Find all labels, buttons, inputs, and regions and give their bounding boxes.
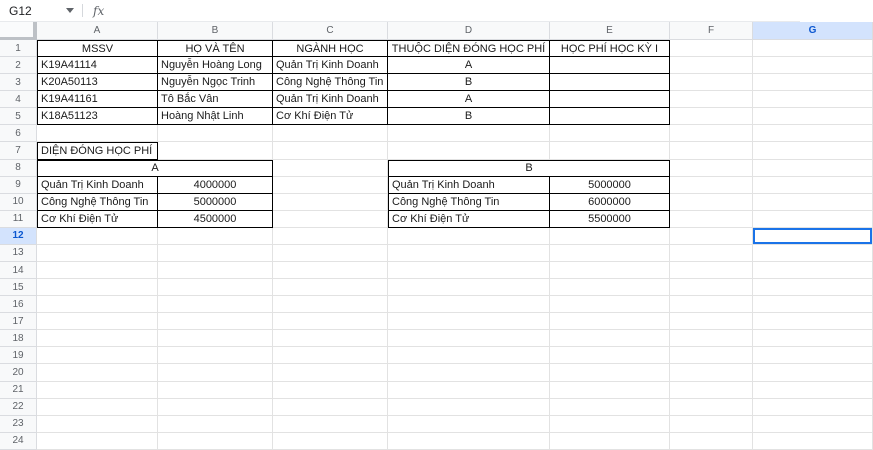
- cell-F21[interactable]: [670, 382, 753, 399]
- cell-B9[interactable]: 4000000: [158, 177, 273, 194]
- row-header-18[interactable]: 18: [0, 330, 37, 347]
- cell-B19[interactable]: [158, 347, 273, 364]
- cell-F17[interactable]: [670, 313, 753, 330]
- cell-E14[interactable]: [550, 262, 670, 279]
- chevron-down-icon[interactable]: [66, 8, 74, 13]
- row-header-5[interactable]: 5: [0, 108, 37, 125]
- cell-C15[interactable]: [273, 279, 388, 296]
- cell-G17[interactable]: [753, 313, 873, 330]
- cell-B16[interactable]: [158, 296, 273, 313]
- cell-C23[interactable]: [273, 416, 388, 433]
- cell-A17[interactable]: [37, 313, 158, 330]
- cell-C24[interactable]: [273, 433, 388, 450]
- row-header-10[interactable]: 10: [0, 194, 37, 211]
- cell-E20[interactable]: [550, 364, 670, 381]
- cell-C22[interactable]: [273, 399, 388, 416]
- cell-B7[interactable]: [158, 142, 273, 159]
- cell-A6[interactable]: [37, 125, 158, 142]
- cell-C13[interactable]: [273, 245, 388, 262]
- cell-G23[interactable]: [753, 416, 873, 433]
- cell-F12[interactable]: [670, 228, 753, 245]
- cell-B4[interactable]: Tô Bắc Vân: [158, 91, 273, 108]
- cell-C8[interactable]: [273, 160, 388, 177]
- formula-bar-input[interactable]: [112, 0, 800, 21]
- row-header-15[interactable]: 15: [0, 279, 37, 296]
- cell-D5[interactable]: B: [388, 108, 550, 125]
- cell-A22[interactable]: [37, 399, 158, 416]
- cell-F8[interactable]: [670, 160, 753, 177]
- row-header-8[interactable]: 8: [0, 160, 37, 177]
- cell-G12[interactable]: [753, 228, 873, 245]
- cell-D19[interactable]: [388, 347, 550, 364]
- cell-G24[interactable]: [753, 433, 873, 450]
- cell-C3[interactable]: Công Nghệ Thông Tin: [273, 74, 388, 91]
- cell-G7[interactable]: [753, 142, 873, 159]
- cell-A8[interactable]: A: [37, 160, 273, 177]
- cell-D17[interactable]: [388, 313, 550, 330]
- cell-B23[interactable]: [158, 416, 273, 433]
- cell-E16[interactable]: [550, 296, 670, 313]
- cell-G19[interactable]: [753, 347, 873, 364]
- cell-D9[interactable]: Quản Trị Kinh Doanh: [388, 177, 550, 194]
- cell-G2[interactable]: [753, 57, 873, 74]
- cell-D4[interactable]: A: [388, 91, 550, 108]
- cell-E22[interactable]: [550, 399, 670, 416]
- cell-E12[interactable]: [550, 228, 670, 245]
- cell-C14[interactable]: [273, 262, 388, 279]
- cell-D20[interactable]: [388, 364, 550, 381]
- row-header-2[interactable]: 2: [0, 57, 37, 74]
- cell-E13[interactable]: [550, 245, 670, 262]
- cell-B18[interactable]: [158, 330, 273, 347]
- cell-E19[interactable]: [550, 347, 670, 364]
- cell-G1[interactable]: [753, 40, 873, 57]
- cell-D13[interactable]: [388, 245, 550, 262]
- cell-F24[interactable]: [670, 433, 753, 450]
- cell-C2[interactable]: Quản Trị Kinh Doanh: [273, 57, 388, 74]
- cell-F20[interactable]: [670, 364, 753, 381]
- column-header-B[interactable]: B: [158, 22, 273, 40]
- cell-F15[interactable]: [670, 279, 753, 296]
- cell-E3[interactable]: [550, 74, 670, 91]
- row-header-13[interactable]: 13: [0, 245, 37, 262]
- cell-G10[interactable]: [753, 194, 873, 211]
- cell-B11[interactable]: 4500000: [158, 211, 273, 228]
- cell-G3[interactable]: [753, 74, 873, 91]
- cell-A1[interactable]: MSSV: [37, 40, 158, 57]
- select-all-corner[interactable]: [0, 22, 37, 40]
- cell-G18[interactable]: [753, 330, 873, 347]
- cell-E10[interactable]: 6000000: [550, 194, 670, 211]
- cell-A19[interactable]: [37, 347, 158, 364]
- cell-A16[interactable]: [37, 296, 158, 313]
- row-header-12[interactable]: 12: [0, 228, 37, 245]
- cell-E1[interactable]: HỌC PHÍ HỌC KỲ I: [550, 40, 670, 57]
- cell-F3[interactable]: [670, 74, 753, 91]
- cell-F16[interactable]: [670, 296, 753, 313]
- cell-D16[interactable]: [388, 296, 550, 313]
- cell-B20[interactable]: [158, 364, 273, 381]
- row-header-24[interactable]: 24: [0, 433, 37, 450]
- row-header-1[interactable]: 1: [0, 40, 37, 57]
- cell-A18[interactable]: [37, 330, 158, 347]
- name-box-value: G12: [9, 3, 32, 18]
- cell-C1[interactable]: NGÀNH HỌC: [273, 40, 388, 57]
- column-header-F[interactable]: F: [670, 22, 753, 40]
- cell-D2[interactable]: A: [388, 57, 550, 74]
- cell-F13[interactable]: [670, 245, 753, 262]
- name-box[interactable]: [0, 0, 82, 21]
- row-header-7[interactable]: 7: [0, 142, 37, 159]
- cell-A11[interactable]: Cơ Khí Điện Tử: [37, 211, 158, 228]
- cell-D22[interactable]: [388, 399, 550, 416]
- cell-G8[interactable]: [753, 160, 873, 177]
- cell-D18[interactable]: [388, 330, 550, 347]
- cell-E4[interactable]: [550, 91, 670, 108]
- cell-E11[interactable]: 5500000: [550, 211, 670, 228]
- cell-F6[interactable]: [670, 125, 753, 142]
- cell-G4[interactable]: [753, 91, 873, 108]
- row-header-21[interactable]: 21: [0, 382, 37, 399]
- cell-G21[interactable]: [753, 382, 873, 399]
- cell-D10[interactable]: Công Nghệ Thông Tin: [388, 194, 550, 211]
- row-header-16[interactable]: 16: [0, 296, 37, 313]
- cell-B10[interactable]: 5000000: [158, 194, 273, 211]
- cell-E6[interactable]: [550, 125, 670, 142]
- cell-A14[interactable]: [37, 262, 158, 279]
- column-header-G[interactable]: G: [753, 22, 873, 40]
- cell-D6[interactable]: [388, 125, 550, 142]
- cell-A21[interactable]: [37, 382, 158, 399]
- cell-D14[interactable]: [388, 262, 550, 279]
- cell-A10[interactable]: Công Nghệ Thông Tin: [37, 194, 158, 211]
- cell-C17[interactable]: [273, 313, 388, 330]
- cell-B5[interactable]: Hoàng Nhật Linh: [158, 108, 273, 125]
- row-header-3[interactable]: 3: [0, 74, 37, 91]
- cell-D1[interactable]: THUỘC DIỆN ĐÓNG HỌC PHÍ: [388, 40, 550, 57]
- cell-A7[interactable]: DIỆN ĐÓNG HỌC PHÍ: [37, 142, 158, 159]
- cell-F11[interactable]: [670, 211, 753, 228]
- column-header-A[interactable]: A: [37, 22, 158, 40]
- cell-B15[interactable]: [158, 279, 273, 296]
- cell-F5[interactable]: [670, 108, 753, 125]
- cell-E24[interactable]: [550, 433, 670, 450]
- formula-toolbar: [0, 0, 800, 22]
- cell-B3[interactable]: Nguyễn Ngọc Trinh: [158, 74, 273, 91]
- cell-A4[interactable]: K19A41161: [37, 91, 158, 108]
- cell-E9[interactable]: 5000000: [550, 177, 670, 194]
- cell-C20[interactable]: [273, 364, 388, 381]
- row-header-17[interactable]: 17: [0, 313, 37, 330]
- cell-G9[interactable]: [753, 177, 873, 194]
- cell-C12[interactable]: [273, 228, 388, 245]
- cell-A3[interactable]: K20A50113: [37, 74, 158, 91]
- cell-B1[interactable]: HỌ VÀ TÊN: [158, 40, 273, 57]
- cell-B6[interactable]: [158, 125, 273, 142]
- cell-C5[interactable]: Cơ Khí Điện Tử: [273, 108, 388, 125]
- spreadsheet-grid: [0, 22, 873, 450]
- cell-A20[interactable]: [37, 364, 158, 381]
- cell-F22[interactable]: [670, 399, 753, 416]
- cell-C16[interactable]: [273, 296, 388, 313]
- row-header-14[interactable]: 14: [0, 262, 37, 279]
- cell-E17[interactable]: [550, 313, 670, 330]
- cell-E2[interactable]: [550, 57, 670, 74]
- row-header-11[interactable]: 11: [0, 211, 37, 228]
- cell-E23[interactable]: [550, 416, 670, 433]
- cell-B21[interactable]: [158, 382, 273, 399]
- cell-F19[interactable]: [670, 347, 753, 364]
- row-header-20[interactable]: 20: [0, 364, 37, 381]
- cell-G13[interactable]: [753, 245, 873, 262]
- cell-G11[interactable]: [753, 211, 873, 228]
- cell-B24[interactable]: [158, 433, 273, 450]
- column-header-E[interactable]: E: [550, 22, 670, 40]
- cell-F14[interactable]: [670, 262, 753, 279]
- cell-B17[interactable]: [158, 313, 273, 330]
- cell-B2[interactable]: Nguyễn Hoàng Long: [158, 57, 273, 74]
- row-header-6[interactable]: 6: [0, 125, 37, 142]
- cell-A12[interactable]: [37, 228, 158, 245]
- cell-A24[interactable]: [37, 433, 158, 450]
- cell-D8[interactable]: B: [388, 160, 670, 177]
- cell-A2[interactable]: K19A41114: [37, 57, 158, 74]
- cell-F23[interactable]: [670, 416, 753, 433]
- cell-B13[interactable]: [158, 245, 273, 262]
- cell-B14[interactable]: [158, 262, 273, 279]
- cell-E5[interactable]: [550, 108, 670, 125]
- cell-E15[interactable]: [550, 279, 670, 296]
- cell-F7[interactable]: [670, 142, 753, 159]
- cell-F1[interactable]: [670, 40, 753, 57]
- cell-C7[interactable]: [273, 142, 388, 159]
- cell-E7[interactable]: [550, 142, 670, 159]
- cell-D15[interactable]: [388, 279, 550, 296]
- cell-D11[interactable]: Cơ Khí Điện Tử: [388, 211, 550, 228]
- row-header-23[interactable]: 23: [0, 416, 37, 433]
- column-header-D[interactable]: D: [388, 22, 550, 40]
- cell-A9[interactable]: Quản Trị Kinh Doanh: [37, 177, 158, 194]
- cell-G15[interactable]: [753, 279, 873, 296]
- cell-C6[interactable]: [273, 125, 388, 142]
- cell-F10[interactable]: [670, 194, 753, 211]
- cell-F4[interactable]: [670, 91, 753, 108]
- cell-A15[interactable]: [37, 279, 158, 296]
- row-header-4[interactable]: 4: [0, 91, 37, 108]
- cell-B12[interactable]: [158, 228, 273, 245]
- cell-D7[interactable]: [388, 142, 550, 159]
- toolbar-divider: [82, 4, 83, 17]
- cell-G5[interactable]: [753, 108, 873, 125]
- cell-C18[interactable]: [273, 330, 388, 347]
- cell-C10[interactable]: [273, 194, 388, 211]
- cell-C11[interactable]: [273, 211, 388, 228]
- cell-D12[interactable]: [388, 228, 550, 245]
- cell-E18[interactable]: [550, 330, 670, 347]
- cell-C19[interactable]: [273, 347, 388, 364]
- cell-G14[interactable]: [753, 262, 873, 279]
- cell-C4[interactable]: Quản Trị Kinh Doanh: [273, 91, 388, 108]
- cell-G22[interactable]: [753, 399, 873, 416]
- row-header-19[interactable]: 19: [0, 347, 37, 364]
- cell-G6[interactable]: [753, 125, 873, 142]
- cell-C21[interactable]: [273, 382, 388, 399]
- cell-E21[interactable]: [550, 382, 670, 399]
- cell-G20[interactable]: [753, 364, 873, 381]
- cell-D3[interactable]: B: [388, 74, 550, 91]
- cell-A5[interactable]: K18A51123: [37, 108, 158, 125]
- cell-A23[interactable]: [37, 416, 158, 433]
- cell-G16[interactable]: [753, 296, 873, 313]
- cell-A13[interactable]: [37, 245, 158, 262]
- cell-D21[interactable]: [388, 382, 550, 399]
- cell-F9[interactable]: [670, 177, 753, 194]
- cell-F18[interactable]: [670, 330, 753, 347]
- cell-D24[interactable]: [388, 433, 550, 450]
- column-header-C[interactable]: C: [273, 22, 388, 40]
- fx-icon: fx: [93, 3, 105, 18]
- cell-B22[interactable]: [158, 399, 273, 416]
- cell-D23[interactable]: [388, 416, 550, 433]
- row-header-22[interactable]: 22: [0, 399, 37, 416]
- row-header-9[interactable]: 9: [0, 177, 37, 194]
- cell-C9[interactable]: [273, 177, 388, 194]
- cell-F2[interactable]: [670, 57, 753, 74]
